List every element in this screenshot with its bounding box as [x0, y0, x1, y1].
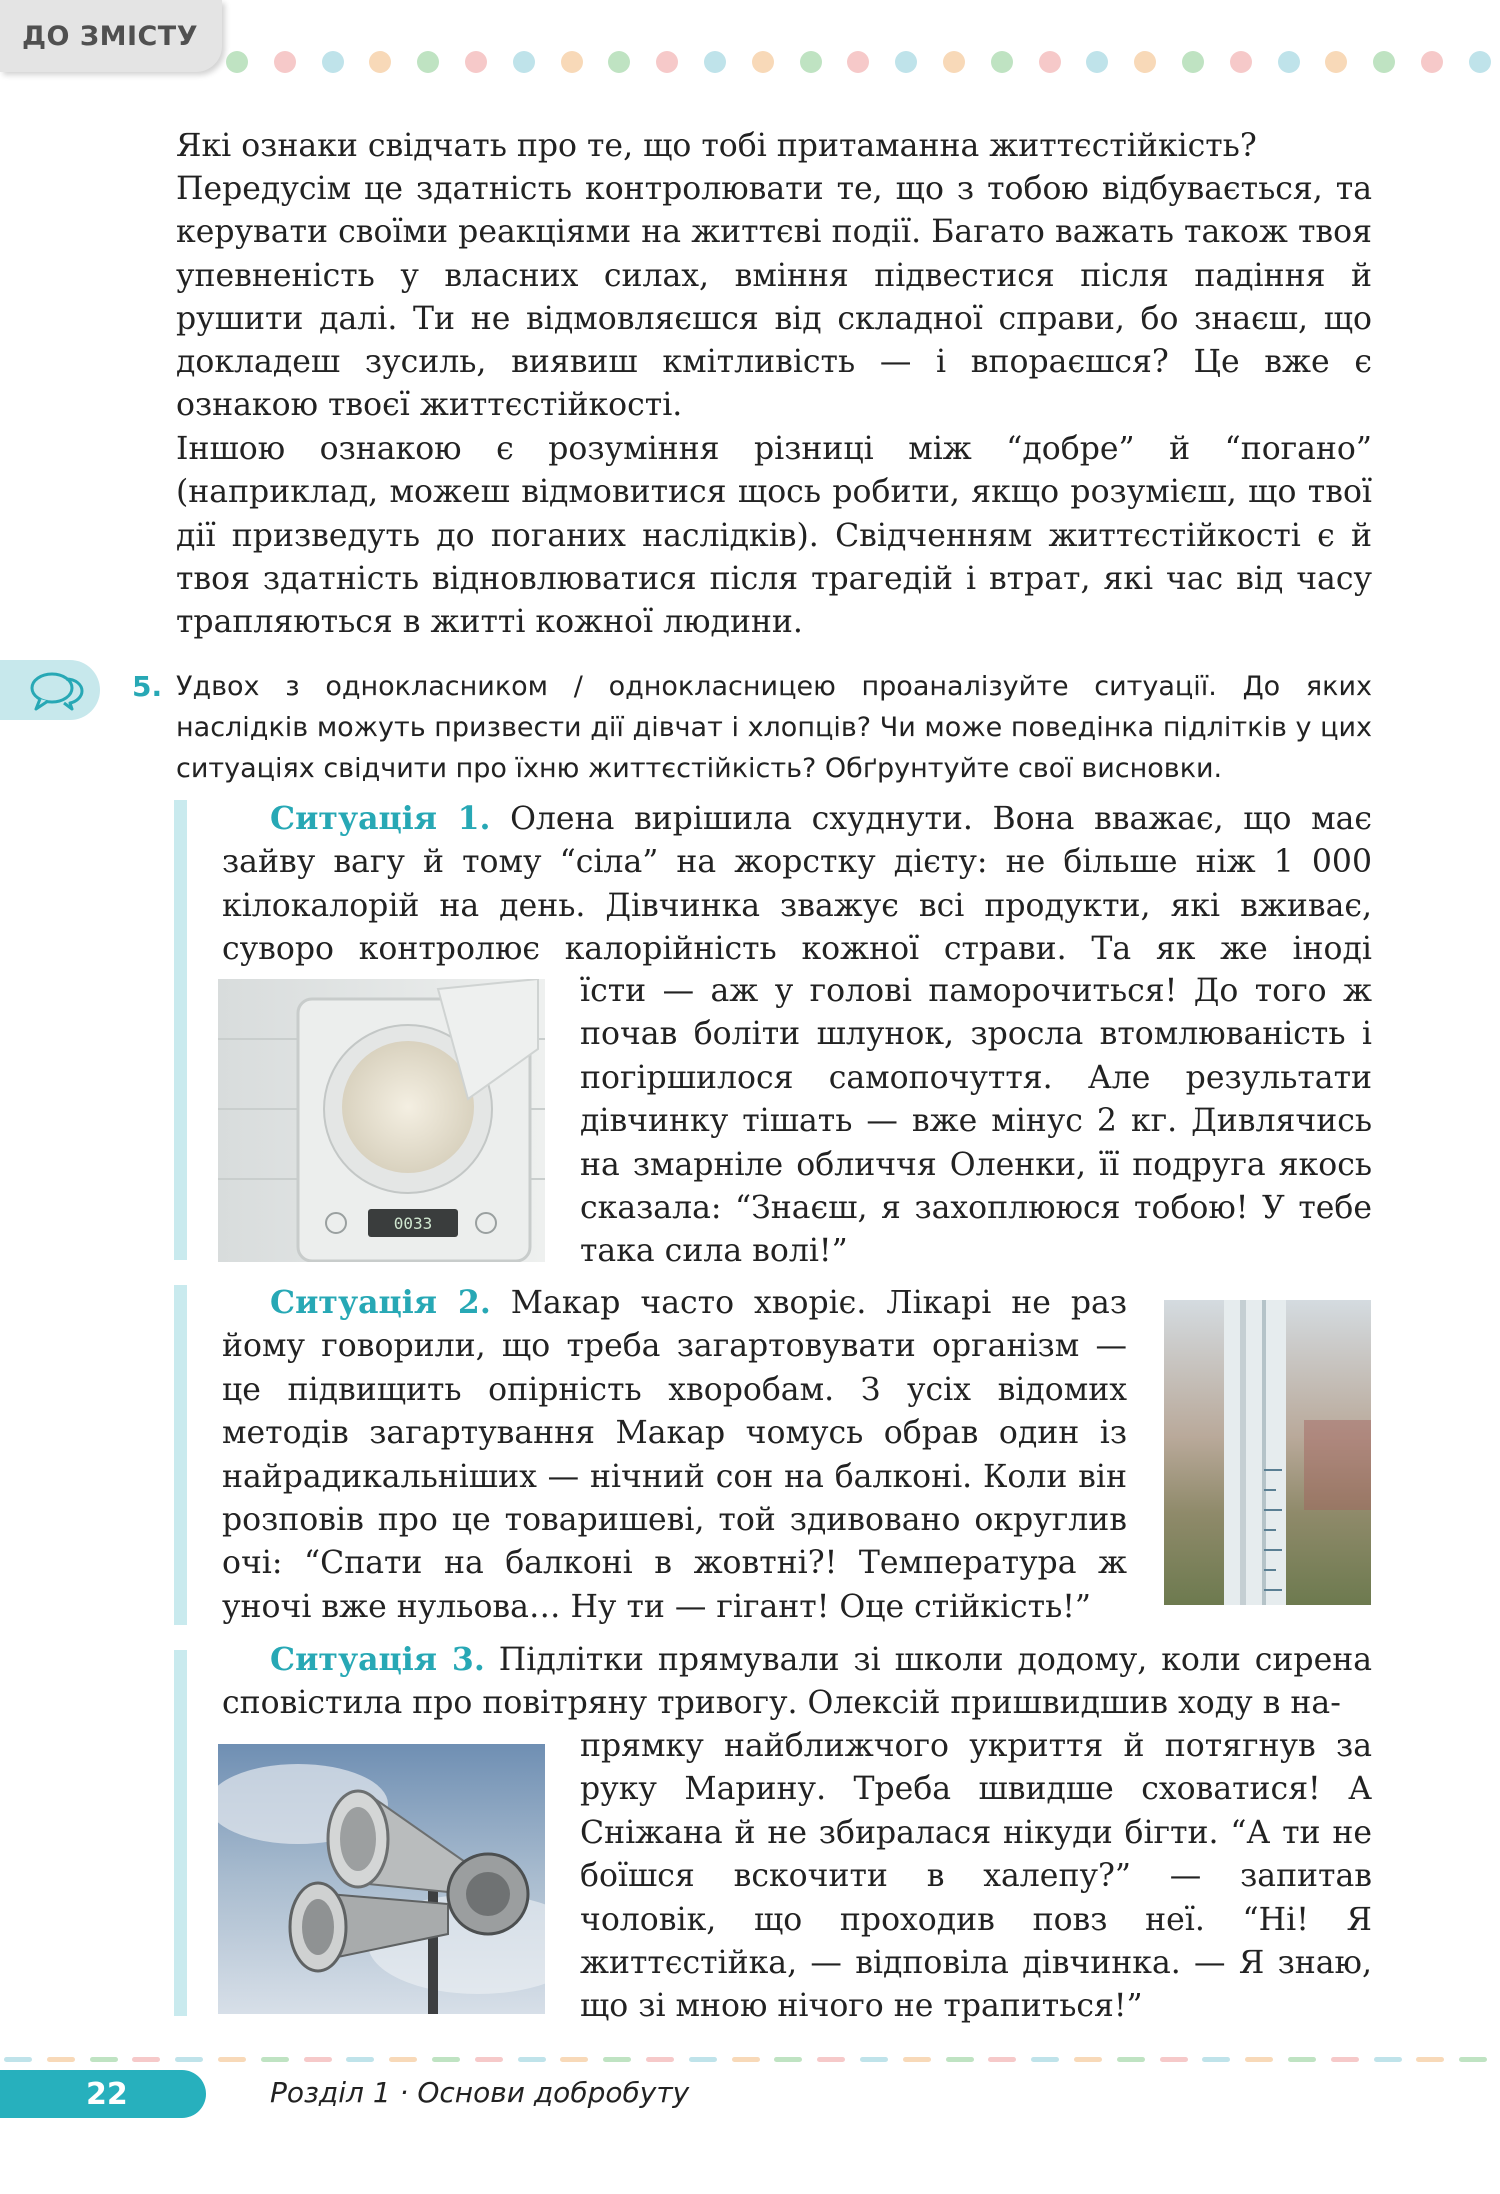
decorative-dash — [518, 2057, 546, 2062]
chat-bubbles-icon — [28, 669, 84, 713]
decorative-dash — [47, 2057, 75, 2062]
siren-loudspeaker-photo — [218, 1744, 545, 2014]
decorative-dot — [322, 51, 344, 73]
situation-2-text — [222, 1281, 1127, 1629]
decorative-dot — [1421, 51, 1443, 73]
decorative-dash — [689, 2057, 717, 2062]
decorative-dash — [218, 2057, 246, 2062]
decorative-dot — [1086, 51, 1108, 73]
kitchen-scale-photo — [218, 979, 545, 1262]
decorative-dot — [1373, 51, 1395, 73]
decorative-dot — [1469, 51, 1491, 73]
decorative-dash — [1331, 2057, 1359, 2062]
decorative-dash — [732, 2057, 760, 2062]
decorative-dash — [1031, 2057, 1059, 2062]
decorative-dash — [817, 2057, 845, 2062]
decorative-dot — [1039, 51, 1061, 73]
decorative-dash — [432, 2057, 460, 2062]
decorative-dot — [513, 51, 535, 73]
decorative-dot — [847, 51, 869, 73]
decorative-dot — [1278, 51, 1300, 73]
decorative-dash — [946, 2057, 974, 2062]
decorative-dot — [465, 51, 487, 73]
decorative-dash — [988, 2057, 1016, 2062]
decorative-dash — [304, 2057, 332, 2062]
situation-3-text-side: прямку найближчого укриття й потягнув за руку Марину. Треба швидше сховатися! А Сніжана й не збиралася нікуди бігти. “А ти не боїшся вскочити в халепу?” — запитав чоловік, що проходив повз неї. “Ні! Я життєстійка, — відповіла дівчинка. — Я знаю, що зі мною нічого не трапиться!” — [580, 1728, 1372, 2025]
situation-3-bar — [174, 1650, 187, 2016]
thermometer-photo — [1164, 1300, 1371, 1605]
decorative-dot — [1134, 51, 1156, 73]
decorative-dash — [1288, 2057, 1316, 2062]
decorative-dot — [1182, 51, 1204, 73]
decorative-dash — [860, 2057, 888, 2062]
task-instructions: Удвох з однокласником / однокласницею проаналізуйте ситуації. До яких наслідків можуть призвести дії дівчат і хлопців? Чи може поведінка підлітків у цих ситуаціях свідчити про їхню життєстійкість? Обґрунтуйте свої висновки. — [176, 671, 1372, 784]
situation-2-label: Ситуація 2. — [270, 1284, 491, 1321]
decorative-dash — [389, 2057, 417, 2062]
decorative-dot — [417, 51, 439, 73]
situation-1-label: Ситуація 1. — [270, 800, 491, 837]
decorative-dash — [346, 2057, 374, 2062]
decorative-dash — [475, 2057, 503, 2062]
situation-1-text-side: їсти — аж у голові паморочиться! До того ж почав боліти шлунок, зросла втомлюваність і погіршилося самопочуття. Але результати дівчинку тішать — вже мінус 2 кг. Дивлячись на змарніле обличчя Оленки, її подруга якось сказала: “Знаєш, я захоплююся тобою! У тебе така сила волі!” — [580, 973, 1372, 1270]
decorative-dash — [560, 2057, 588, 2062]
decorative-dash — [1416, 2057, 1444, 2062]
decorative-dash — [175, 2057, 203, 2062]
decorative-dot — [274, 51, 296, 73]
decorative-dot — [752, 51, 774, 73]
decorative-dash — [774, 2057, 802, 2062]
paragraph-question: Які ознаки свідчать про те, що тобі притаманна життєстійкість? — [176, 128, 1257, 164]
decorative-dot — [943, 51, 965, 73]
decorative-dot — [704, 51, 726, 73]
decorative-dot — [991, 51, 1013, 73]
decorative-dash — [1245, 2057, 1273, 2062]
footer-dash-row — [0, 2057, 1500, 2063]
situation-3-text-top — [222, 1638, 1372, 1726]
decorative-dot-row — [226, 51, 1486, 75]
decorative-dash — [261, 2057, 289, 2062]
situation-1-body: Олена вирішила схуднути. Вона вважає, що має зайву вагу й тому “сіла” на жорстку дієту: не більше ніж 1 000 кілокалорій на день. Дівчинка зважує всі продукти, які вживає, суворо контролює калорійність кожної страви. Та як же іноді — [222, 801, 1373, 968]
situation-3-label: Ситуація 3. — [270, 1641, 485, 1678]
discussion-marker — [0, 660, 100, 720]
paragraph-intro-3: Іншою ознакою є розуміння різниці між “добре” й “погано” (наприклад, можеш відмовитися щось робити, якщо розумієш, що твої дії призведуть до поганих наслідків). Свідченням життєстійкості є й твоя здатність відновлюватися після трагедій і втрат, які час від часу трапляються в житті кожної людини. — [176, 431, 1372, 641]
decorative-dot — [608, 51, 630, 73]
decorative-dash — [1202, 2057, 1230, 2062]
toc-button[interactable]: ДО ЗМІСТУ — [0, 0, 222, 72]
situation-3-body: Підлітки прямували зі школи додому, коли сирена сповістила про повітряну тривогу. Олексій пришвидшив ходу в на- — [222, 1642, 1373, 1722]
decorative-dot — [226, 51, 248, 73]
decorative-dash — [132, 2057, 160, 2062]
situation-2-bar — [174, 1285, 187, 1625]
decorative-dash — [1074, 2057, 1102, 2062]
decorative-dash — [903, 2057, 931, 2062]
decorative-dash — [603, 2057, 631, 2062]
situation-2-body: Макар часто хворіє. Лікарі не раз йому говорили, що треба загартовувати організм — це підвищить опірність хворобам. З усіх відомих методів загартування Макар чомусь обрав один із найрадикальніших — нічний сон на балконі. Коли він розповів про це товаришеві, той здивовано округлив очі: “Спати на балконі в жовтні?! Температура ж уночі вже нульова… Ну ти — гігант! Оце стійкість!” — [222, 1285, 1128, 1625]
decorative-dash — [646, 2057, 674, 2062]
chapter-title: Розділ 1 · Основи добробуту — [270, 2076, 690, 2109]
decorative-dot — [656, 51, 678, 73]
task-number: 5. — [132, 670, 163, 703]
decorative-dash — [1459, 2057, 1487, 2062]
decorative-dash — [4, 2057, 32, 2062]
decorative-dot — [369, 51, 391, 73]
decorative-dot — [1230, 51, 1252, 73]
decorative-dash — [90, 2057, 118, 2062]
decorative-dash — [1374, 2057, 1402, 2062]
decorative-dot — [895, 51, 917, 73]
decorative-dot — [561, 51, 583, 73]
decorative-dash — [1160, 2057, 1188, 2062]
decorative-dot — [800, 51, 822, 73]
page-number: 22 — [0, 2070, 206, 2118]
situation-1-bar — [174, 800, 187, 1260]
decorative-dash — [1117, 2057, 1145, 2062]
decorative-dot — [1325, 51, 1347, 73]
paragraph-intro-2: Передусім це здатність контролювати те, що з тобою відбувається, та керувати своїми реакціями на життєві події. Багато важать також твоя упевненість у власних силах, вміння підвестися після падіння й рушити далі. Ти не відмовляєшся від складної справи, бо знаєш, що докладеш зусиль, виявиш кмітливість — і впораєшся? Це вже є ознакою твоєї життєстійкості. — [176, 171, 1372, 424]
scale-display: 0033 — [393, 1214, 433, 1233]
